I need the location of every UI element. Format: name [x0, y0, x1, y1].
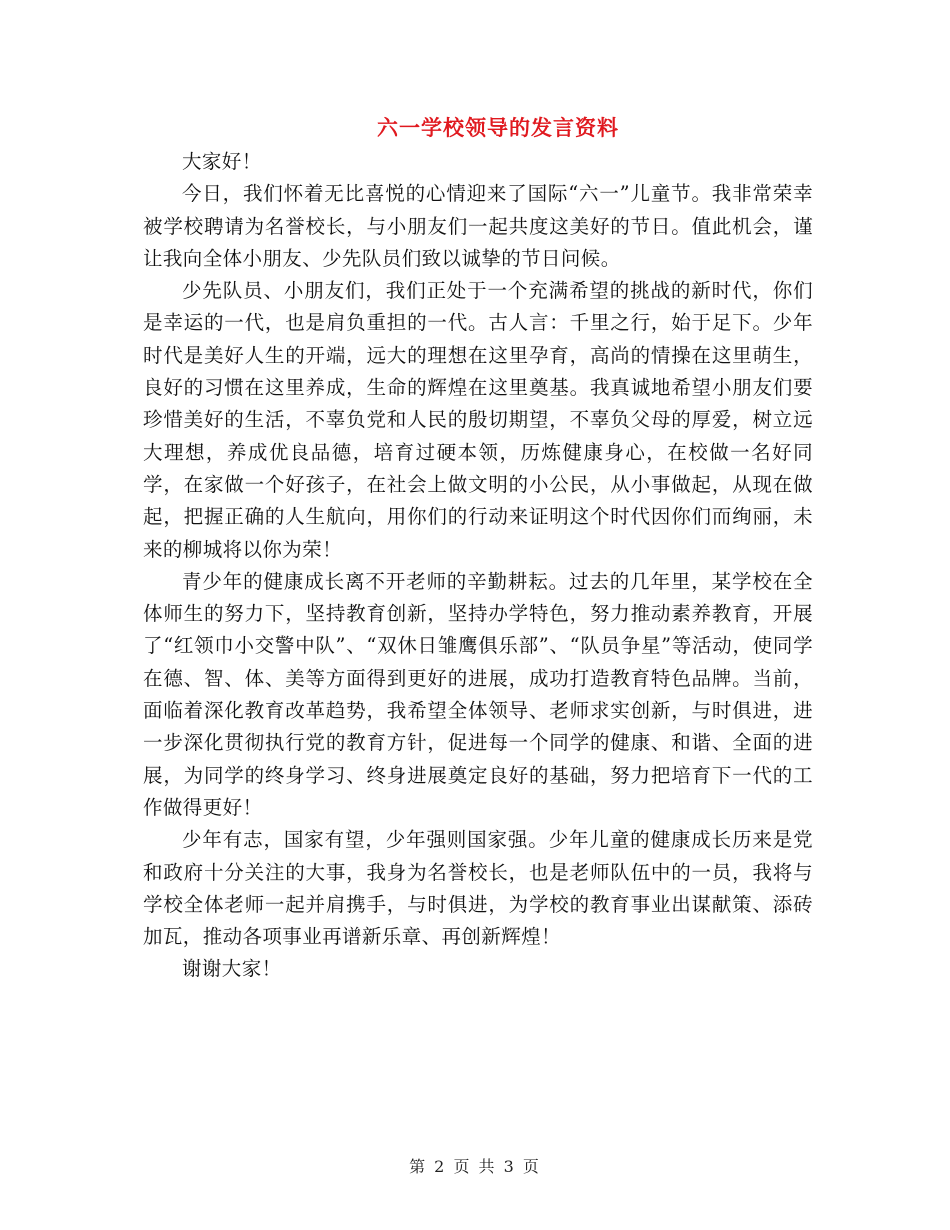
greeting-paragraph: 大家好！	[182, 150, 262, 173]
page-number-footer: 第 2 页 共 3 页	[409, 1157, 541, 1176]
paragraph-3: 青少年的健康成长离不开老师的辛勤耕耘。过去的几年里，某学校在全体师生的努力下，坚持教育创新，坚持办学特色，努力推动素养教育，开展了“红领巾小交警中队”、“双休日雏鹰俱乐部”、“队员争星”等活动，使同学在德、智、体、美等方面得到更好的进展，成功打造教育特色品牌。当前，面临着深化教育改革趋势，我希望全体领导、老师求实创新，与时俱进，进一步深化贯彻执行党的教育方针，促进每一个同学的健康、和谐、全面的进展，为同学的终身学习、终身进展奠定良好的基础，努力把培育下一代的工作做得更好！	[143, 569, 813, 819]
paragraph-2: 少先队员、小朋友们，我们正处于一个充满希望的挑战的新时代，你们是幸运的一代，也是肩负重担的一代。古人言：千里之行，始于足下。少年时代是美好人生的开端，远大的理想在这里孕育，高尚的情操在这里萌生，良好的习惯在这里养成，生命的辉煌在这里奠基。我真诚地希望小朋友们要珍惜美好的生活，不辜负党和人民的殷切期望，不辜负父母的厚爱，树立远大理想，养成优良品德，培育过硬本领，历炼健康身心，在校做一名好同学，在家做一个好孩子，在社会上做文明的小公民，从小事做起，从现在做起，把握正确的人生航向，用你们的行动来证明这个时代因你们而绚丽，未来的柳城将以你为荣！	[143, 279, 813, 561]
closing-paragraph: 谢谢大家！	[182, 957, 282, 981]
document-title: 六一学校领导的发言资料	[377, 116, 619, 140]
document-body	[143, 146, 813, 986]
paragraph-1: 今日，我们怀着无比喜悦的心情迎来了国际“六一”儿童节。我非常荣幸被学校聘请为名誉校长，与小朋友们一起共度这美好的节日。值此机会，谨让我向全体小朋友、少先队员们致以诚挚的节日问候。	[143, 182, 813, 270]
paragraph-4: 少年有志，国家有望，少年强则国家强。少年儿童的健康成长历来是党和政府十分关注的大事，我身为名誉校长，也是老师队伍中的一员，我将与学校全体老师一起并肩携手，与时俱进，为学校的教育事业出谋献策、添砖加瓦，推动各项事业再谱新乐章、再创新辉煌！	[143, 828, 813, 949]
